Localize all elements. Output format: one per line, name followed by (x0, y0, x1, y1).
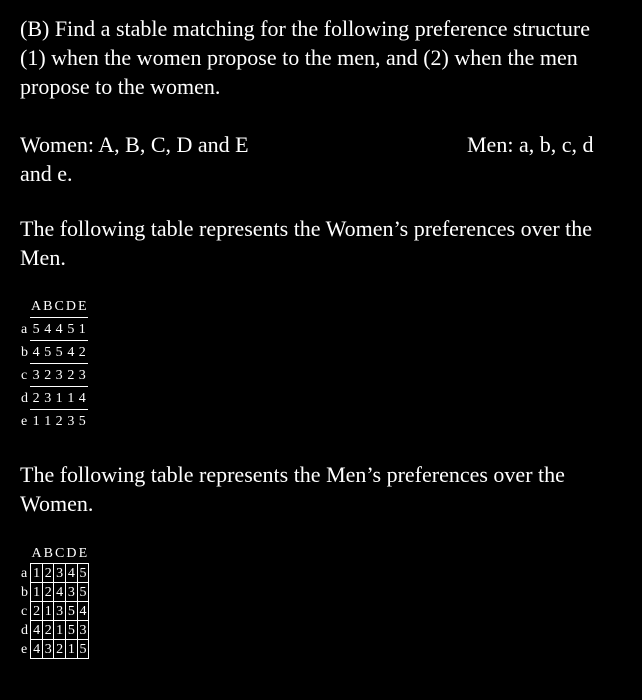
table-cell: 5 (42, 341, 53, 364)
column-header: C (53, 298, 64, 318)
table-row (20, 387, 88, 410)
row-header: e (21, 413, 28, 429)
women-preferences-caption: The following table represents the Women’s preferences over the Men. (20, 216, 593, 270)
table-row (20, 621, 88, 640)
table-cell: 4 (65, 341, 77, 364)
table-cell: 1 (54, 621, 65, 640)
table-cell: 4 (31, 621, 43, 640)
table-cell: 2 (54, 640, 65, 659)
column-header: B (43, 546, 53, 561)
table-cell: 3 (67, 414, 75, 429)
row-header: b (21, 584, 28, 600)
women-preferences-table (20, 298, 88, 432)
table-row (20, 318, 88, 341)
row-header: c (21, 368, 28, 383)
table-cell: 4 (30, 341, 42, 364)
table-cell: 1 (44, 414, 52, 429)
row-header: b (21, 345, 28, 360)
column-header: E (77, 298, 88, 318)
table-cell: 2 (43, 564, 54, 583)
table-cell: 1 (32, 414, 40, 429)
table-cell: 5 (30, 318, 42, 341)
table-cell: 2 (55, 414, 63, 429)
table-cell: 5 (65, 602, 77, 621)
row-header: e (21, 641, 28, 657)
table-cell: 5 (79, 641, 87, 657)
row-header: a (21, 565, 28, 581)
table-row (20, 410, 88, 433)
column-header: B (42, 298, 53, 318)
table-row (20, 640, 88, 659)
problem-intro: (B) Find a stable matching for the following preference structure (1) when the women propose to the men, and (2) when the men propose to the women. (20, 16, 590, 99)
table-header-row (20, 545, 88, 564)
table-cell: 4 (31, 640, 43, 659)
women-label-continuation: and e. (20, 161, 73, 186)
row-header: d (21, 391, 28, 406)
table-cell: 5 (79, 584, 87, 600)
table-cell: 2 (43, 583, 54, 602)
men-label: Men: a, b, c, d (467, 132, 594, 157)
table-cell: 3 (54, 564, 65, 583)
table-cell: 1 (65, 640, 77, 659)
table-cell: 5 (53, 341, 64, 364)
table-cell: 4 (65, 564, 77, 583)
table-cell: 3 (54, 602, 65, 621)
table-cell: 3 (30, 364, 42, 387)
table-cell: 4 (79, 603, 87, 619)
table-row (20, 341, 88, 364)
table-cell: 4 (77, 387, 88, 410)
table-cell: 3 (42, 387, 53, 410)
table-cell: 1 (77, 318, 88, 341)
column-header: A (30, 298, 42, 318)
table-cell: 5 (78, 414, 86, 429)
column-header: A (31, 546, 42, 561)
column-header: D (66, 546, 77, 561)
table-cell: 3 (53, 364, 64, 387)
table-row (20, 583, 88, 602)
column-header: C (54, 546, 65, 561)
corner-cell (20, 298, 30, 318)
row-header: a (21, 322, 28, 337)
table-cell: 2 (42, 364, 53, 387)
table-cell: 4 (53, 318, 64, 341)
table-cell: 1 (31, 583, 43, 602)
table-cell: 5 (65, 621, 77, 640)
table-cell: 5 (65, 318, 77, 341)
table-cell: 2 (43, 621, 54, 640)
table-header-row (20, 298, 88, 318)
table-cell: 1 (43, 602, 54, 621)
women-label: Women: A, B, C, D and E (20, 132, 249, 157)
table-cell: 3 (79, 622, 87, 638)
table-cell: 1 (65, 387, 77, 410)
table-row (20, 364, 88, 387)
table-cell: 2 (65, 364, 77, 387)
table-cell: 3 (43, 640, 54, 659)
table-cell: 2 (77, 341, 88, 364)
row-header: c (21, 603, 28, 619)
table-cell: 4 (42, 318, 53, 341)
table-row (20, 602, 88, 621)
table-row (20, 564, 88, 583)
table-cell: 5 (79, 565, 87, 581)
table-cell: 4 (54, 583, 65, 602)
table-cell: 2 (31, 602, 43, 621)
men-preferences-caption: The following table represents the Men’s preferences over the Women. (20, 462, 565, 516)
column-header: E (78, 546, 88, 561)
table-cell: 2 (30, 387, 42, 410)
men-preferences-table (20, 545, 89, 659)
table-cell: 3 (65, 583, 77, 602)
corner-cell (20, 545, 31, 564)
column-header: D (65, 298, 77, 318)
table-cell: 1 (31, 564, 43, 583)
table-cell: 3 (77, 364, 88, 387)
row-header: d (21, 622, 28, 638)
table-cell: 1 (53, 387, 64, 410)
